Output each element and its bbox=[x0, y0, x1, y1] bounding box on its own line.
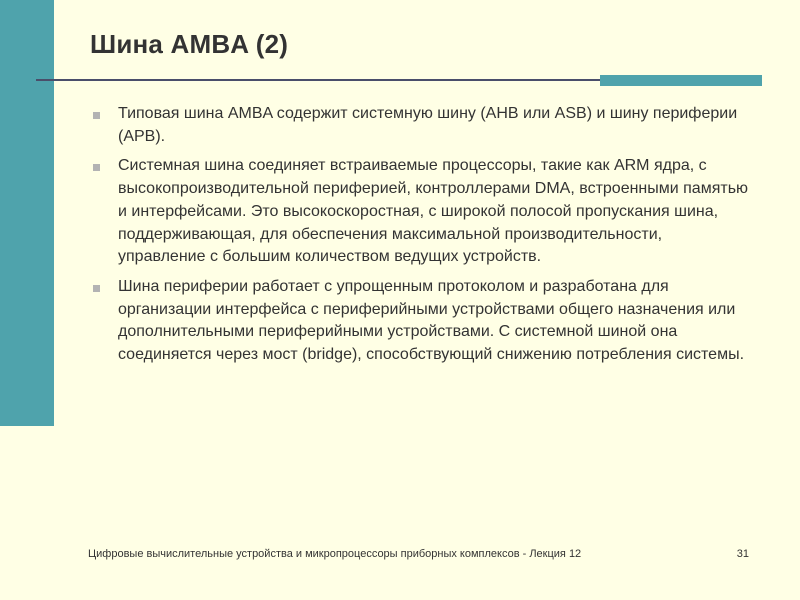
bullet-item bbox=[90, 155, 750, 269]
bullet-item bbox=[90, 276, 750, 367]
title-divider bbox=[36, 79, 600, 81]
side-accent-bar bbox=[0, 0, 54, 426]
bullet-text: Шина периферии работает с упрощенным протоколом и разработана для организации интерфейса с периферийными устройствами общего назначения или дополнительными периферийными устройствами. С системной шиной она соединяется через мост (bridge), способствующий снижению потребления системы. bbox=[118, 277, 745, 364]
title-accent-block bbox=[600, 75, 762, 86]
slide-title: Шина AMBA (2) bbox=[90, 29, 289, 59]
slide-number: 31 bbox=[736, 548, 749, 560]
slide-footer: Цифровые вычислительные устройства и микропроцессоры приборных комплексов - Лекция 12 bbox=[88, 548, 582, 560]
square-bullet-icon bbox=[93, 285, 100, 292]
bullet-text: Типовая шина AMBA содержит системную шину (AHB или ASB) и шину периферии (APB). bbox=[118, 105, 738, 145]
bullet-list bbox=[90, 103, 750, 374]
bullet-text: Системная шина соединяет встраиваемые процессоры, такие как ARM ядра, с высокопроизводительной периферией, контроллерами DMA, встроенными памятью и интерфейсами. Это высокоскоростная, с широкой полосой пропускания шина, поддерживающая, для обеспечения максимальной производительности, управление с большим количеством ведущих устройств. bbox=[118, 157, 749, 266]
square-bullet-icon bbox=[93, 164, 100, 171]
bullet-item bbox=[90, 103, 750, 148]
square-bullet-icon bbox=[93, 112, 100, 119]
